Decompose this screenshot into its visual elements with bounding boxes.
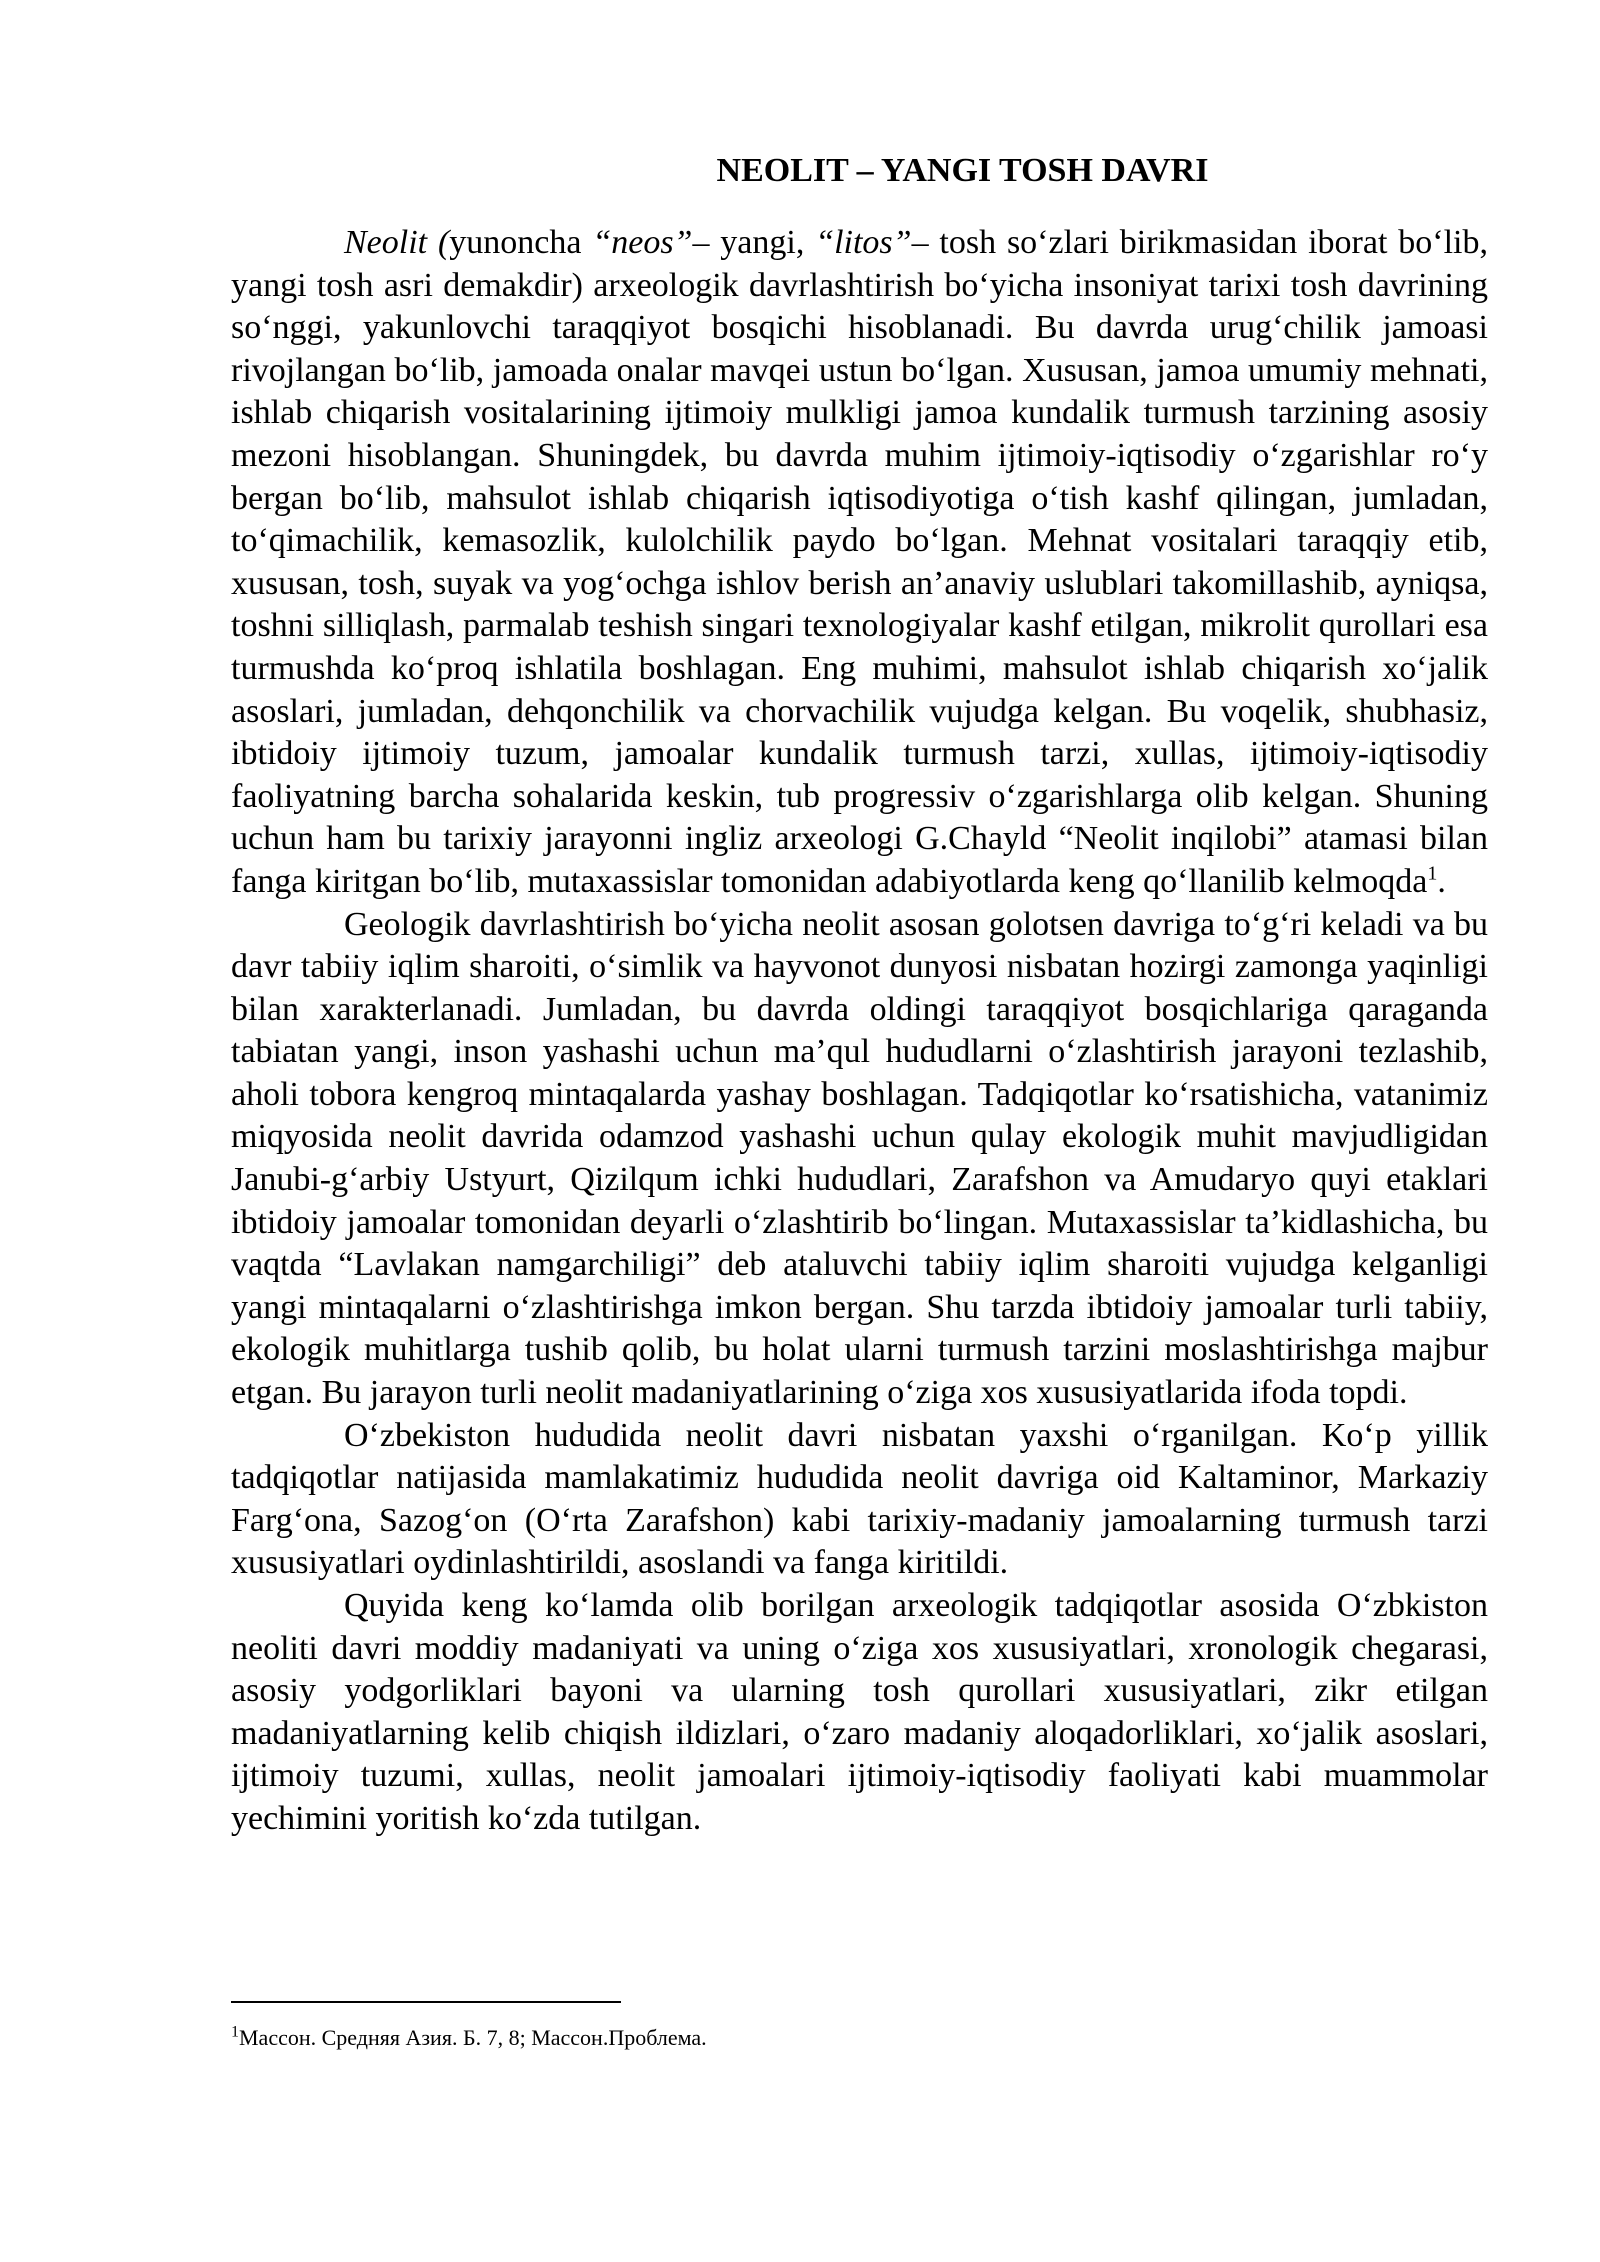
paragraph-1 bbox=[231, 222, 1488, 904]
paragraph-1-lead: yunoncha bbox=[449, 224, 593, 261]
paragraph-1-text: – tosh so‘zlari birikmasidan iborat bo‘lib, yangi tosh asri demakdir) arxeologik davrlashtirish bo‘yicha insoniyat tarixi tosh davrining so‘nggi, yakunlovchi taraqqiyot bosqichi hisoblanadi. Bu davrda urug‘chilik jamoasi rivojlangan bo‘lib, jamoada onalar mavqei ustun bo‘lgan. Xususan, jamoa umumiy mehnati, ishlab chiqarish vositalarining ijtimoiy mulkligi jamoa kundalik turmush tarzining asosiy mezoni hisoblangan. Shuningdek, bu davrda muhim ijtimoiy-iqtisodiy o‘zgarishlar ro‘y bergan bo‘lib, mahsulot ishlab chiqarish iqtisodiyotiga o‘tish kashf qilingan, jumladan, to‘qimachilik, kemasozlik, kulolchilik paydo bo‘lgan. Mehnat vositalari taraqqiy etib, xususan, tosh, suyak va yog‘ochga ishlov berish an’anaviy uslublari takomillashib, ayniqsa, toshni silliqlash, parmalab teshish singari texnologiyalar kashf etilgan, mikrolit qurollari esa turmushda ko‘proq ishlatila boshlagan. Eng muhimi, mahsulot ishlab chiqarish xo‘jalik asoslari, jumladan, dehqonchilik va chorvachilik vujudga kelgan. Bu voqelik, shubhasiz, ibtidoiy ijtimoiy tuzum, jamoalar kundalik turmush tarzi, xullas, ijtimoiy-iqtisodiy faoliyatning barcha sohalarida keskin, tub progressiv o‘zgarishlarga olib kelgan. Shuning uchun ham bu tarixiy jarayonni ingliz arxeologi G.Chayld “Neolit inqilobi” atamasi bilan fanga kiritgan bo‘lib, mutaxassislar tomonidan adabiyotlarda keng qo‘llanilib kelmoqda bbox=[231, 224, 1488, 900]
footnote bbox=[231, 2024, 1488, 2052]
term-neolit: Neolit ( bbox=[344, 224, 450, 261]
footnote-text: Массон. Средняя Азия. Б. 7, 8; Массон.Проблема. bbox=[239, 2025, 707, 2050]
paragraph-4: Quyida keng ko‘lamda olib borilgan arxeologik tadqiqotlar asosida O‘zbkiston neoliti davri moddiy madaniyati va uning o‘ziga xos xususiyatlari, xronologik chegarasi, asosiy yodgorliklari bayoni va ularning tosh qurollari xususiyatlari, zikr etilgan madaniyatlarning kelib chiqish ildizlari, o‘zaro madaniy aloqadorliklari, xo‘jalik asoslari, ijtimoiy tuzumi, xullas, neolit jamoalari ijtimoiy-iqtisodiy faoliyati kabi muammolar yechimini yoritish ko‘zda tutilgan. bbox=[231, 1587, 1488, 1837]
footnote-divider bbox=[231, 2001, 621, 2003]
paragraph-1-end: . bbox=[1437, 862, 1446, 900]
paragraph-3: O‘zbekiston hududida neolit davri nisbatan yaxshi o‘rganilgan. Ko‘p yillik tadqiqotlar natijasida mamlakatimiz hududida neolit davriga oid Kaltaminor, Markaziy Farg‘ona, Sazog‘on (O‘rta Zarafshon) kabi tarixiy-madaniy jamoalarning turmush tarzi xususiyatlari oydinlashtirildi, asoslandi va fanga kiritildi. bbox=[231, 1416, 1488, 1582]
paragraph-1-mid: – yangi, bbox=[692, 224, 816, 261]
term-litos: “litos” bbox=[815, 224, 912, 261]
term-neos: “neos” bbox=[592, 224, 693, 261]
footnote-mark: 1 bbox=[231, 2023, 239, 2041]
document-body bbox=[231, 150, 1488, 1841]
footnote-reference[interactable]: 1 bbox=[1427, 862, 1438, 885]
paragraph-2: Geologik davrlashtirish bo‘yicha neolit asosan golotsen davriga to‘g‘ri keladi va bu davr tabiiy iqlim sharoiti, o‘simlik va hayvonot dunyosi nisbatan hozirgi zamonga yaqinligi bilan xarakterlanadi. Jumladan, bu davrda oldingi taraqqiyot bosqichlariga qaraganda tabiatan yangi, inson yashashi uchun ma’qul hududlarni o‘zlashtirish jarayoni tezlashib, aholi tobora kengroq mintaqalarda yashay boshlagan. Tadqiqotlar ko‘rsatishicha, vatanimiz miqyosida neolit davrida odamzod yashashi uchun qulay ekologik muhit mavjudligidan Janubi-g‘arbiy Ustyurt, Qizilqum ichki hududlari, Zarafshon va Amudaryo quyi etaklari ibtidoiy jamoalar tomonidan deyarli o‘zlashtirib bo‘lingan. Mutaxassislar ta’kidlashicha, bu vaqtda “Lavlakan namgarchiligi” deb ataluvchi tabiiy iqlim sharoiti vujudga kelganligi yangi mintaqalarni o‘zlashtirishga imkon bergan. Shu tarzda ibtidoiy jamoalar turli tabiiy, ekologik muhitlarga tushib qolib, bu holat ularni turmush tarzini moslashtirishga majbur etgan. Bu jarayon turli neolit madaniyatlarining o‘ziga xos xususiyatlarida ifoda topdi. bbox=[231, 905, 1488, 1412]
page-title: NEOLIT – YANGI TOSH DAVRI bbox=[716, 152, 1209, 189]
